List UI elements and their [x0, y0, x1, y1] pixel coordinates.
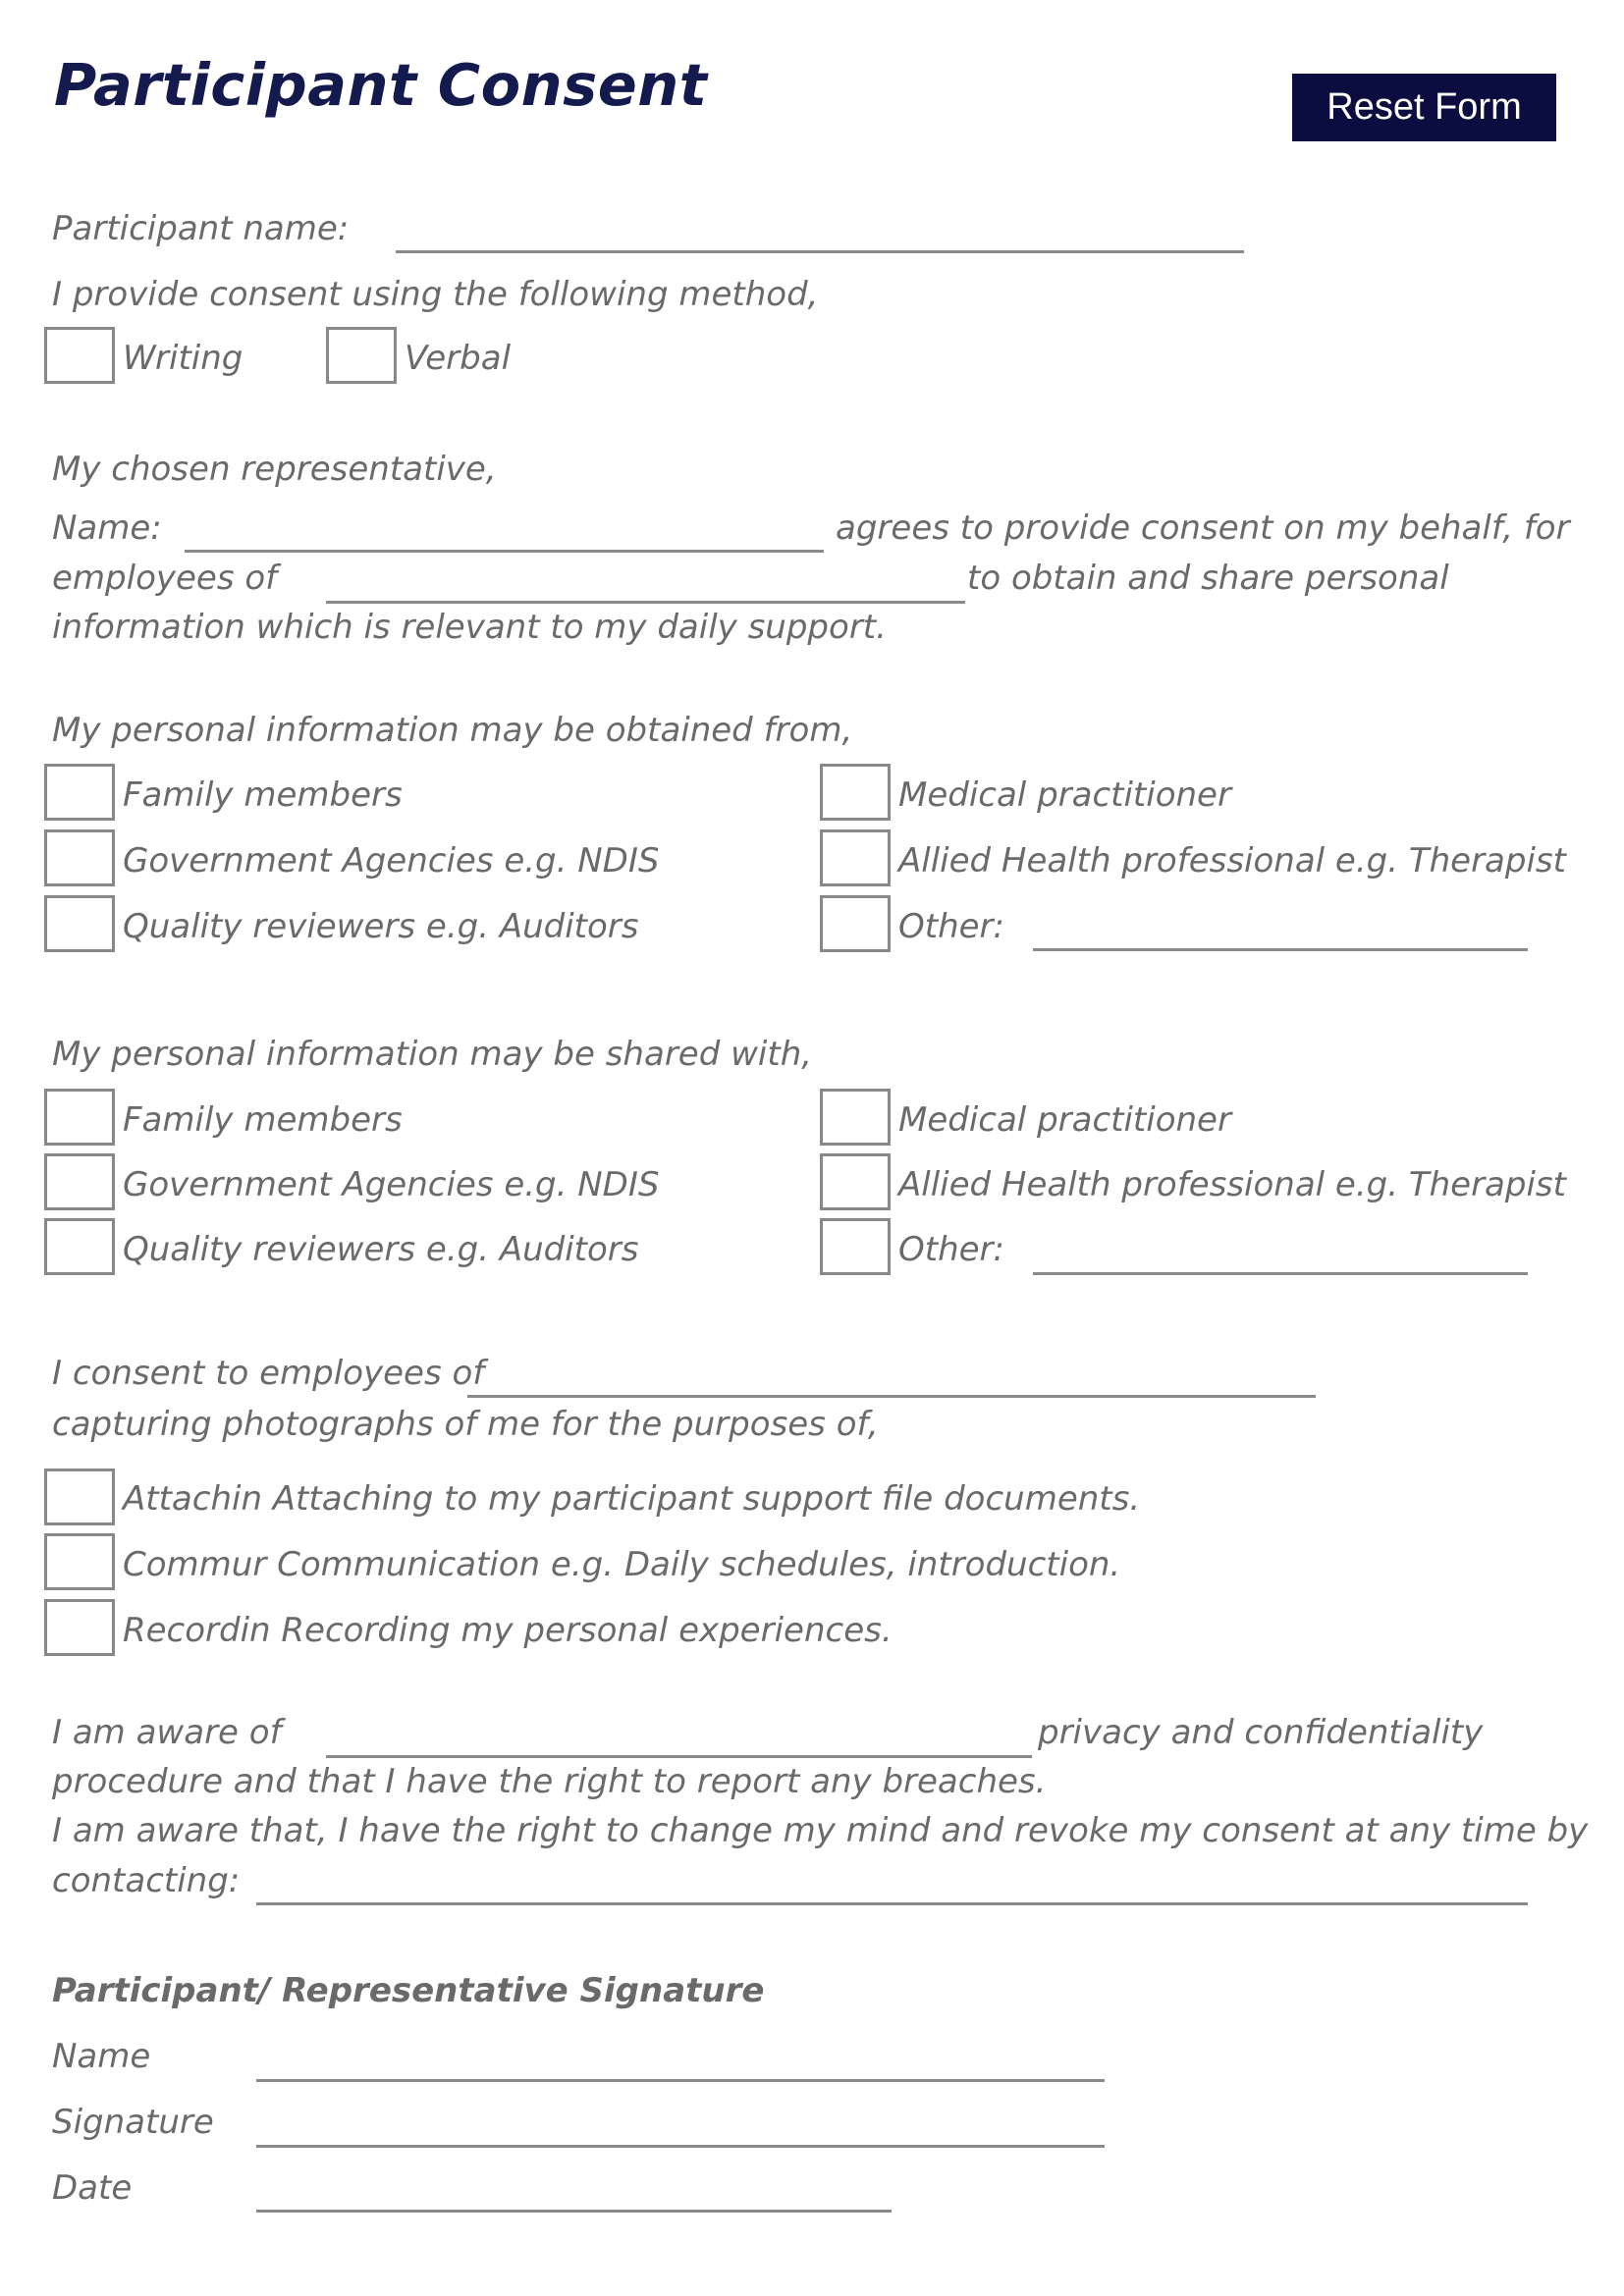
sig-name-label: Name — [52, 2037, 151, 2076]
rep-name-label: Name: — [52, 508, 162, 548]
signature-field[interactable] — [256, 2145, 1105, 2148]
relevant-info-text: information which is relevant to my daily support. — [52, 608, 887, 647]
obtained-medical-checkbox[interactable] — [820, 764, 891, 821]
photo-communication-label: Commur Communication e.g. Daily schedules, introduction. — [123, 1545, 1121, 1584]
obtained-government-label: Government Agencies e.g. NDIS — [123, 841, 660, 881]
page-title: Participant Consent — [54, 51, 708, 119]
signature-heading: Participant/ Representative Signature — [52, 1971, 765, 2010]
procedure-text: procedure and that I have the right to report any breaches. — [52, 1762, 1047, 1801]
participant-name-label: Participant name: — [52, 209, 350, 248]
shared-family-label: Family members — [123, 1100, 403, 1140]
obtained-other-field[interactable] — [1033, 948, 1528, 951]
verbal-label: Verbal — [405, 339, 512, 378]
privacy-text: privacy and confidentiality — [1038, 1713, 1484, 1752]
reset-form-button[interactable]: Reset Form — [1292, 74, 1556, 141]
contacting-field[interactable] — [256, 1902, 1528, 1905]
rep-agrees-text: agrees to provide consent on my behalf, for — [836, 508, 1570, 548]
photo-consent-label: I consent to employees of — [52, 1354, 485, 1393]
obtained-medical-label: Medical practitioner — [898, 775, 1231, 815]
date-field[interactable] — [256, 2210, 892, 2213]
obtain-share-text: to obtain and share personal — [967, 559, 1449, 598]
shared-other-checkbox[interactable] — [820, 1218, 891, 1275]
shared-other-label: Other: — [898, 1230, 1004, 1269]
writing-checkbox[interactable] — [44, 327, 115, 384]
shared-medical-label: Medical practitioner — [898, 1100, 1231, 1140]
verbal-checkbox[interactable] — [326, 327, 397, 384]
aware-of-label: I am aware of — [52, 1713, 282, 1752]
date-label: Date — [52, 2168, 133, 2208]
revoke-text: I am aware that, I have the right to change my mind and revoke my consent at any time by — [52, 1811, 1589, 1850]
photo-purposes-intro: capturing photographs of me for the purposes of, — [52, 1405, 879, 1444]
photo-recording-checkbox[interactable] — [44, 1599, 115, 1656]
aware-organisation-field[interactable] — [326, 1755, 1032, 1758]
obtained-other-checkbox[interactable] — [820, 895, 891, 952]
photo-organisation-field[interactable] — [467, 1395, 1316, 1398]
photo-attaching-checkbox[interactable] — [44, 1468, 115, 1525]
obtained-family-label: Family members — [123, 775, 403, 815]
obtained-allied-label: Allied Health professional e.g. Therapist — [898, 841, 1566, 881]
obtained-quality-checkbox[interactable] — [44, 895, 115, 952]
employees-of-label: employees of — [52, 559, 278, 598]
photo-communication-checkbox[interactable] — [44, 1533, 115, 1590]
obtained-quality-label: Quality reviewers e.g. Auditors — [123, 907, 639, 946]
representative-intro: My chosen representative, — [52, 450, 497, 489]
shared-government-label: Government Agencies e.g. NDIS — [123, 1165, 660, 1204]
signature-label: Signature — [52, 2103, 214, 2142]
rep-name-field[interactable] — [185, 550, 824, 553]
obtained-family-checkbox[interactable] — [44, 764, 115, 821]
writing-label: Writing — [123, 339, 244, 378]
shared-government-checkbox[interactable] — [44, 1153, 115, 1210]
obtained-government-checkbox[interactable] — [44, 829, 115, 886]
photo-attaching-label: Attachin Attaching to my participant support file documents. — [123, 1479, 1141, 1519]
obtained-allied-checkbox[interactable] — [820, 829, 891, 886]
shared-allied-checkbox[interactable] — [820, 1153, 891, 1210]
photo-recording-label: Recordin Recording my personal experiences. — [123, 1611, 893, 1650]
consent-method-intro: I provide consent using the following method, — [52, 275, 819, 314]
obtained-from-intro: My personal information may be obtained from, — [52, 711, 853, 750]
shared-medical-checkbox[interactable] — [820, 1089, 891, 1146]
shared-quality-checkbox[interactable] — [44, 1218, 115, 1275]
sig-name-field[interactable] — [256, 2079, 1105, 2082]
shared-with-intro: My personal information may be shared with, — [52, 1035, 813, 1074]
shared-allied-label: Allied Health professional e.g. Therapist — [898, 1165, 1566, 1204]
shared-other-field[interactable] — [1033, 1272, 1528, 1275]
contacting-label: contacting: — [52, 1861, 241, 1900]
obtained-other-label: Other: — [898, 907, 1004, 946]
shared-quality-label: Quality reviewers e.g. Auditors — [123, 1230, 639, 1269]
shared-family-checkbox[interactable] — [44, 1089, 115, 1146]
organisation-field[interactable] — [326, 601, 965, 604]
participant-name-field[interactable] — [396, 250, 1244, 253]
